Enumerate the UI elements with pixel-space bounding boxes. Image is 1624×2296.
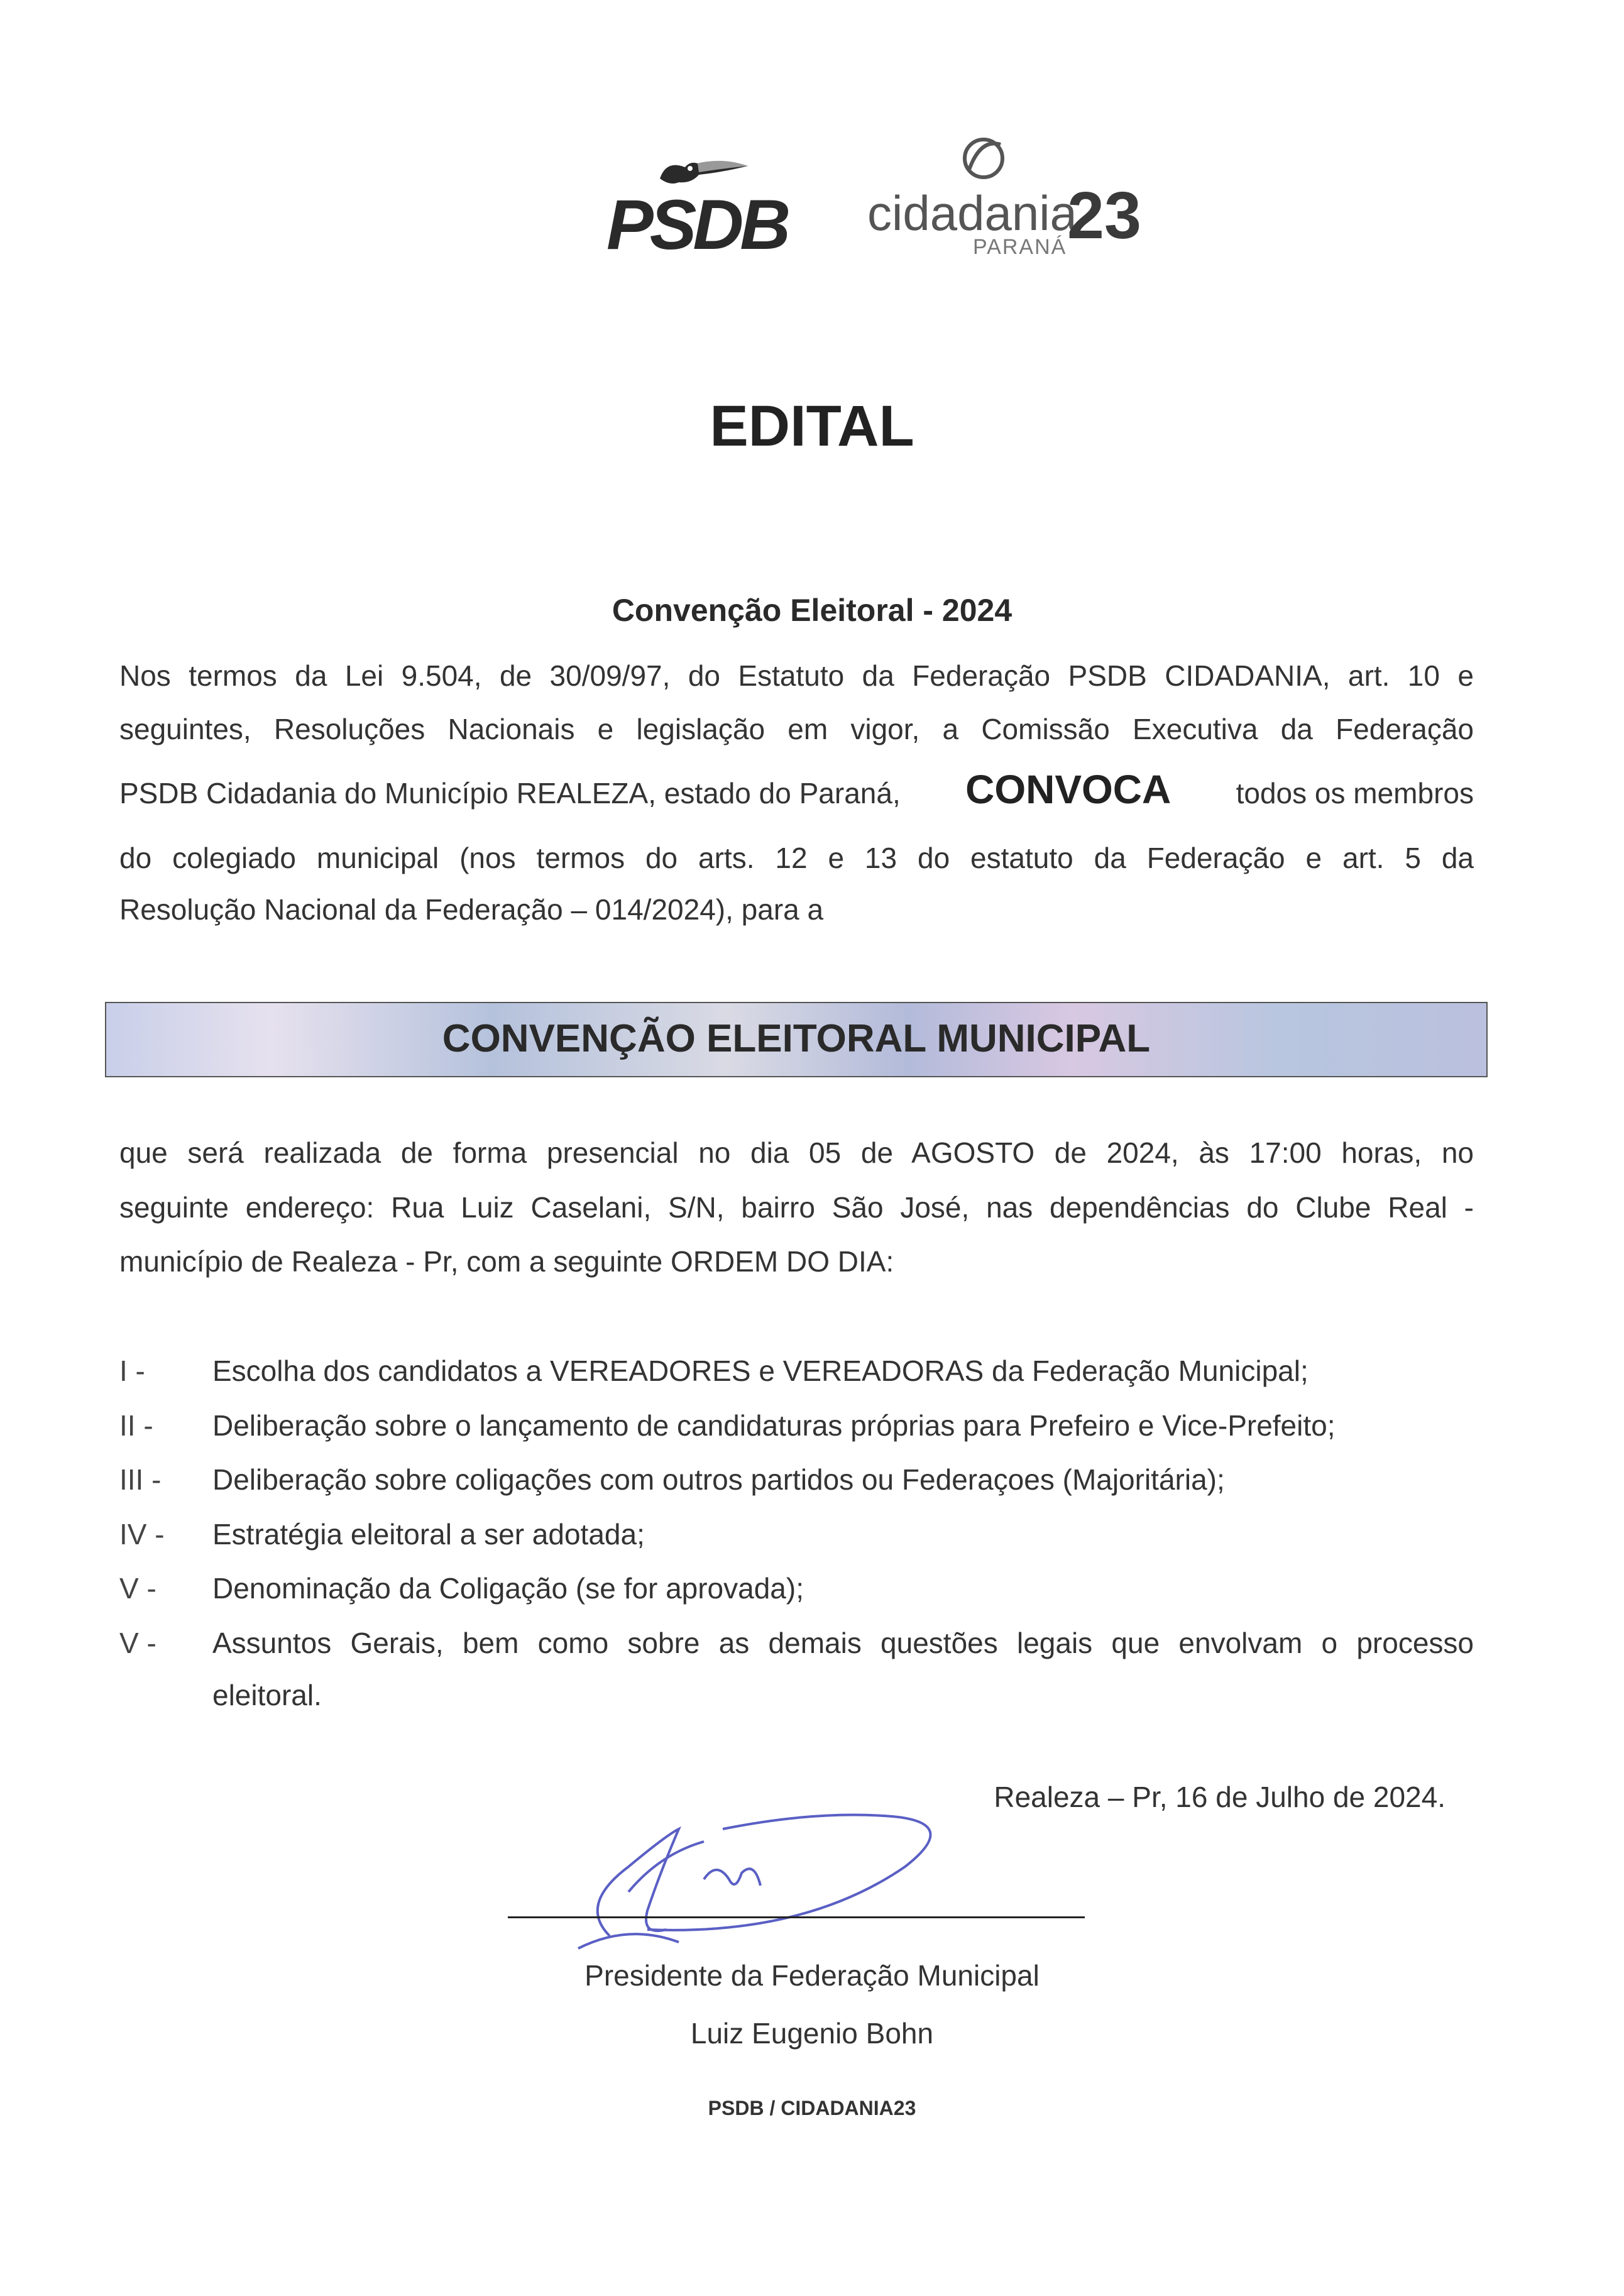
intro-text: todos os membros xyxy=(1236,777,1474,810)
document-title: EDITAL xyxy=(710,394,914,458)
cidadania-emblem-icon xyxy=(955,126,1012,189)
agenda-number: I - xyxy=(119,1354,145,1387)
agenda-number: IV - xyxy=(119,1518,165,1551)
handwritten-signature xyxy=(553,1791,1031,1961)
convoca-keyword: CONVOCA xyxy=(965,767,1171,812)
intro-line: do colegiado municipal (nos termos do arts. 12 e 13 do estatuto da Federação e art. 5 da xyxy=(119,842,1474,874)
psdb-wordmark: PSDB xyxy=(606,185,787,264)
intro-line-convoca xyxy=(119,769,1474,810)
intro-line: seguintes, Resoluções Nacionais e legislação em vigor, a Comissão Executiva da Federação xyxy=(119,713,1474,745)
agenda-item: Denominação da Coligação (se for aprovada); xyxy=(212,1572,804,1605)
body-line: seguinte endereço: Rua Luiz Caselani, S/N, bairro São José, nas dependências do Clube Real - xyxy=(119,1191,1474,1224)
agenda-number: III - xyxy=(119,1463,162,1496)
agenda-item: Deliberação sobre o lançamento de candidaturas próprias para Prefeiro e Vice-Prefeito; xyxy=(212,1409,1336,1442)
intro-line: Nos termos da Lei 9.504, de 30/09/97, do Estatuto da Federação PSDB CIDADANIA, art. 10 e xyxy=(119,659,1474,692)
agenda-number: V - xyxy=(119,1572,156,1605)
banner-title: CONVENÇÃO ELEITORAL MUNICIPAL xyxy=(442,1017,1151,1060)
agenda-number: II - xyxy=(119,1409,153,1442)
cidadania-number: 23 xyxy=(1067,179,1141,253)
agenda-item: Estratégia eleitoral a ser adotada; xyxy=(212,1518,645,1551)
convention-banner xyxy=(105,1002,1488,1077)
psdb-logo xyxy=(606,140,795,264)
intro-line: Resolução Nacional da Federação – 014/2024), para a xyxy=(119,893,824,926)
cidadania-logo xyxy=(867,126,1194,270)
document-subtitle: Convenção Eleitoral - 2024 xyxy=(612,593,1012,628)
agenda-item: Deliberação sobre coligações com outros partidos ou Federaçoes (Majoritária); xyxy=(212,1463,1225,1496)
cidadania-wordmark: cidadania xyxy=(867,185,1077,241)
footer-parties: PSDB / CIDADANIA23 xyxy=(708,2097,916,2119)
intro-text: PSDB Cidadania do Município REALEZA, estado do Paraná, xyxy=(119,777,901,810)
cidadania-state: PARANÁ xyxy=(973,235,1067,259)
signer-role: Presidente da Federação Municipal xyxy=(584,1959,1040,1992)
signature-line xyxy=(508,1916,1085,1918)
agenda-item: Escolha dos candidatos a VEREADORES e VEREADORAS da Federação Municipal; xyxy=(212,1354,1309,1387)
body-line: município de Realeza - Pr, com a seguinte ORDEM DO DIA: xyxy=(119,1245,894,1278)
agenda-item: Assuntos Gerais, bem como sobre as demais questões legais que envolvam o processo xyxy=(212,1627,1474,1659)
agenda-number: V - xyxy=(119,1627,156,1659)
agenda-item-continuation: eleitoral. xyxy=(212,1679,322,1711)
place-date: Realeza – Pr, 16 de Julho de 2024. xyxy=(994,1781,1446,1813)
signer-name: Luiz Eugenio Bohn xyxy=(690,2017,934,2050)
body-line: que será realizada de forma presencial no dia 05 de AGOSTO de 2024, às 17:00 horas, no xyxy=(119,1136,1474,1169)
